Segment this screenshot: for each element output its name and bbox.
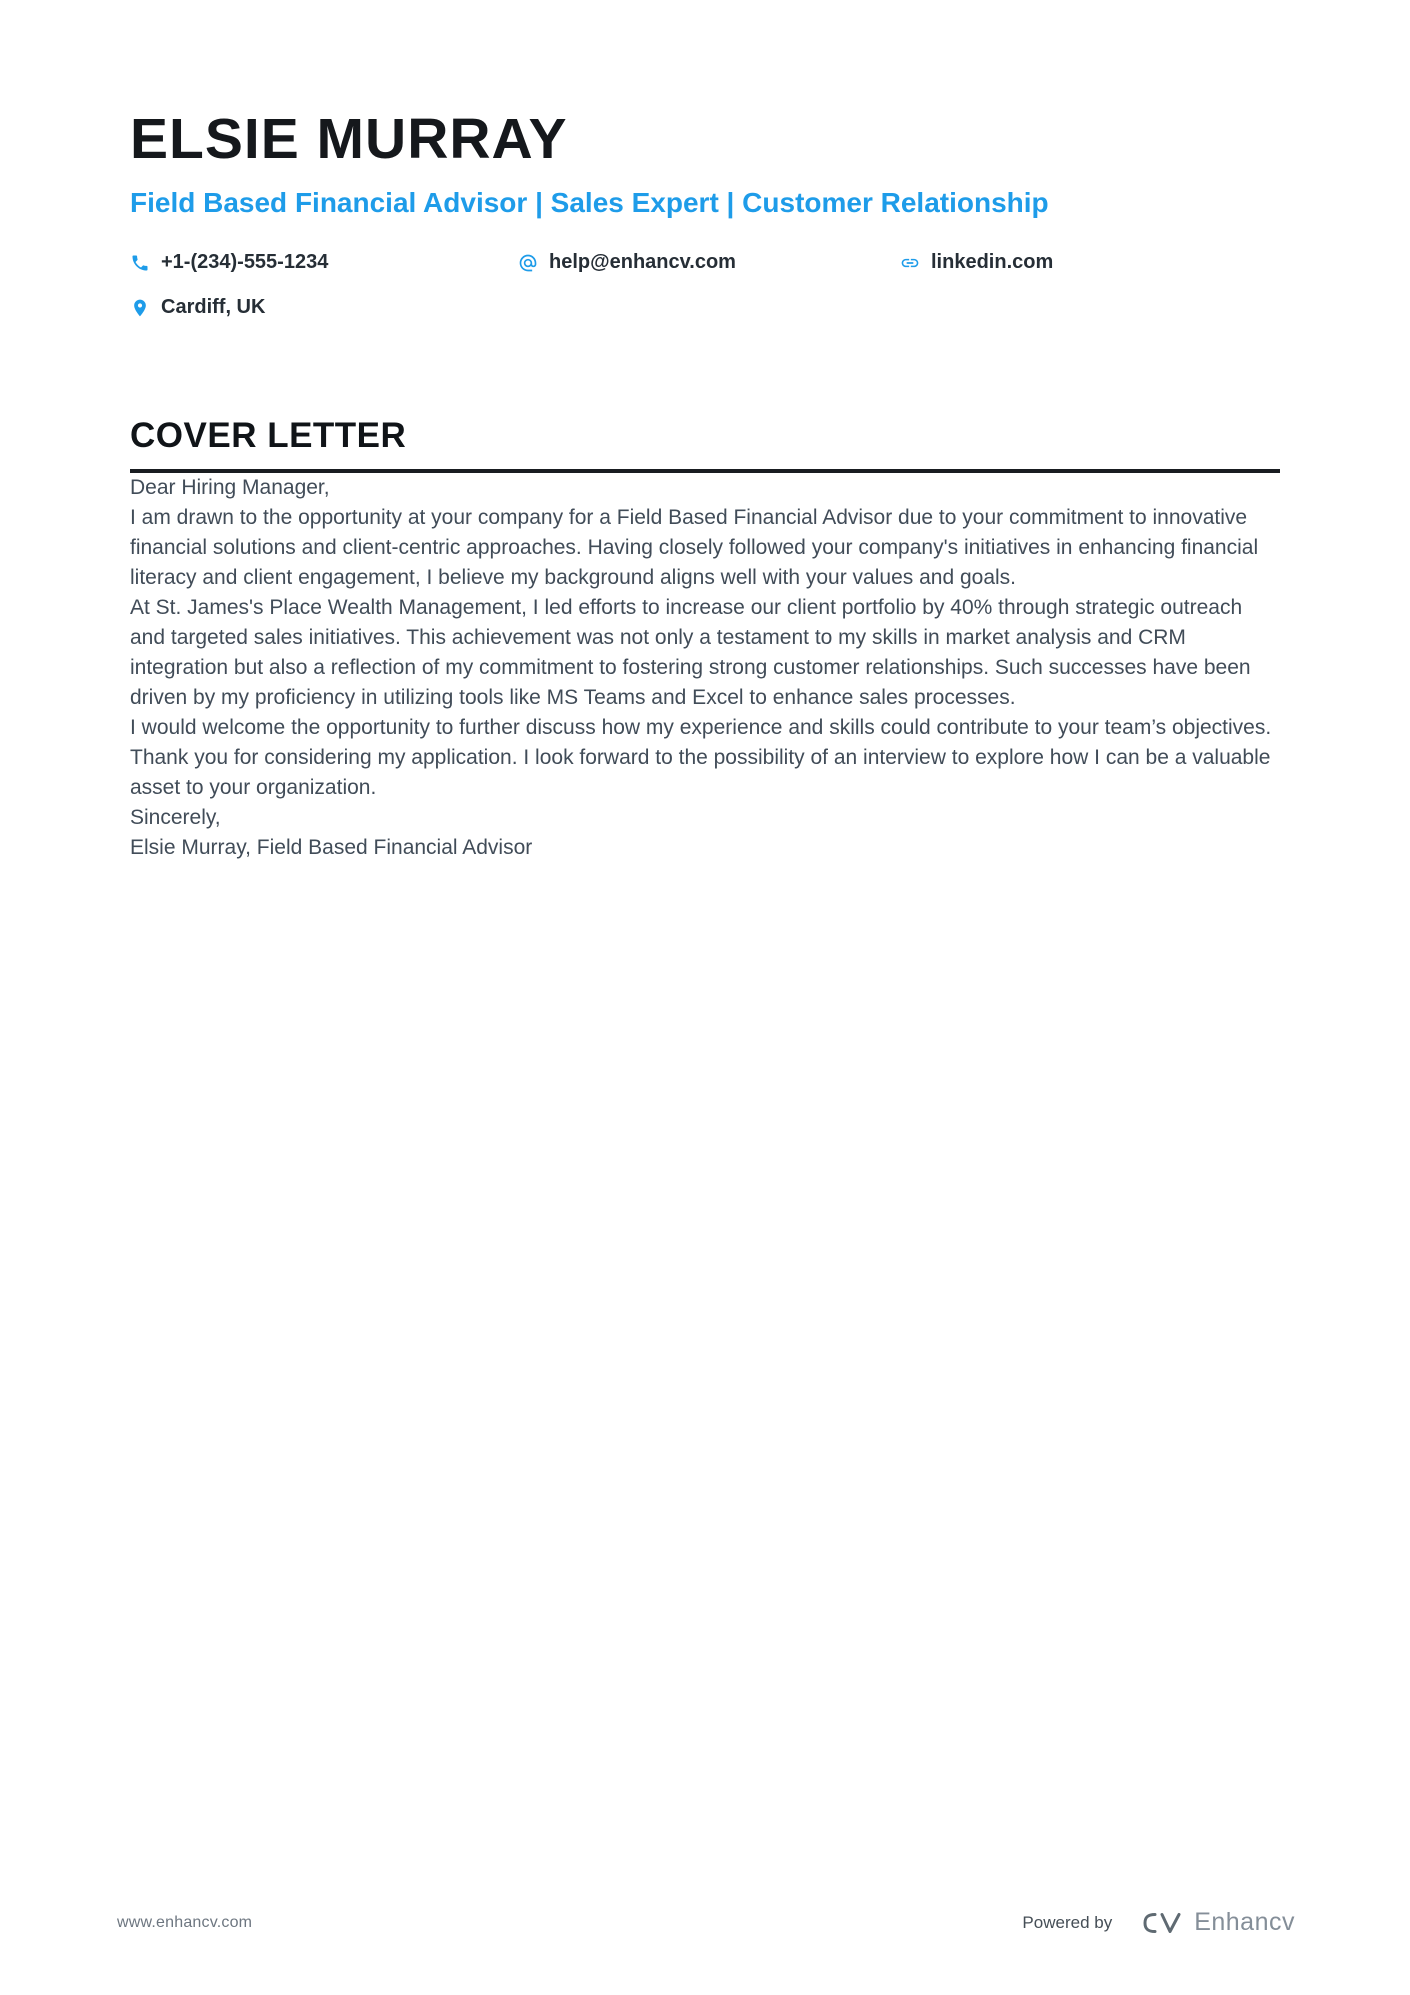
letter-body xyxy=(130,473,1280,863)
closing: Sincerely, xyxy=(130,806,221,830)
contact-email[interactable] xyxy=(518,251,900,274)
contact-link-text: linkedin.com xyxy=(931,251,1054,274)
contact-row xyxy=(130,251,1280,319)
contact-phone-text: +1-(234)-555-1234 xyxy=(161,251,329,274)
powered-by-label: Powered by xyxy=(1022,1912,1113,1932)
email-at-icon xyxy=(518,253,538,273)
signature-line: Elsie Murray, Field Based Financial Advisor xyxy=(130,836,533,860)
job-headline: Field Based Financial Advisor | Sales Expert | Customer Relationship xyxy=(130,186,1049,218)
person-name: ELSIE MURRAY xyxy=(130,107,568,171)
salutation: Dear Hiring Manager, xyxy=(130,475,330,499)
enhancv-logo-text: Enhancv xyxy=(1194,1908,1295,1936)
section-heading-cover-letter: COVER LETTER xyxy=(130,417,1280,473)
letter-paragraph: I am drawn to the opportunity at your company for a Field Based Financial Advisor due to your commitment to innovative financial solutions and client-centric approaches. Having closely followed your company's initiatives in enhancing financial literacy and client engagement, I believe my background aligns well with your values and goals. xyxy=(130,505,1259,589)
contact-location-text: Cardiff, UK xyxy=(161,296,266,319)
location-pin-icon xyxy=(130,298,150,318)
phone-icon xyxy=(130,253,150,273)
footer-website-link[interactable]: www.enhancv.com xyxy=(117,1913,253,1931)
footer-brand-area xyxy=(1022,1908,1295,1937)
letter-paragraph: At St. James's Place Wealth Management, I led efforts to increase our client portfolio by 40% through strategic outreach and targeted sales initiatives. This achievement was not only a testament to my skills in market analysis and CRM integration but also a reflection of my commitment to fostering strong customer relationships. Such successes have been driven by my proficiency in utilizing tools like MS Teams and Excel to enhance sales processes. xyxy=(130,596,1251,710)
contact-email-text: help@enhancv.com xyxy=(549,251,736,274)
link-icon xyxy=(900,253,920,273)
enhancv-logo[interactable] xyxy=(1140,1908,1295,1937)
contact-location xyxy=(130,296,1280,319)
enhancv-logo-icon xyxy=(1140,1910,1184,1936)
page-footer xyxy=(0,1908,1410,1937)
contact-link[interactable] xyxy=(900,251,1280,274)
letter-paragraph: I would welcome the opportunity to further discuss how my experience and skills could contribute to your team’s objectives. Thank you for considering my application. I look forward to the possibility of an interview to explore how I can be a valuable asset to your organization. xyxy=(130,716,1272,800)
contact-phone[interactable] xyxy=(130,251,518,274)
